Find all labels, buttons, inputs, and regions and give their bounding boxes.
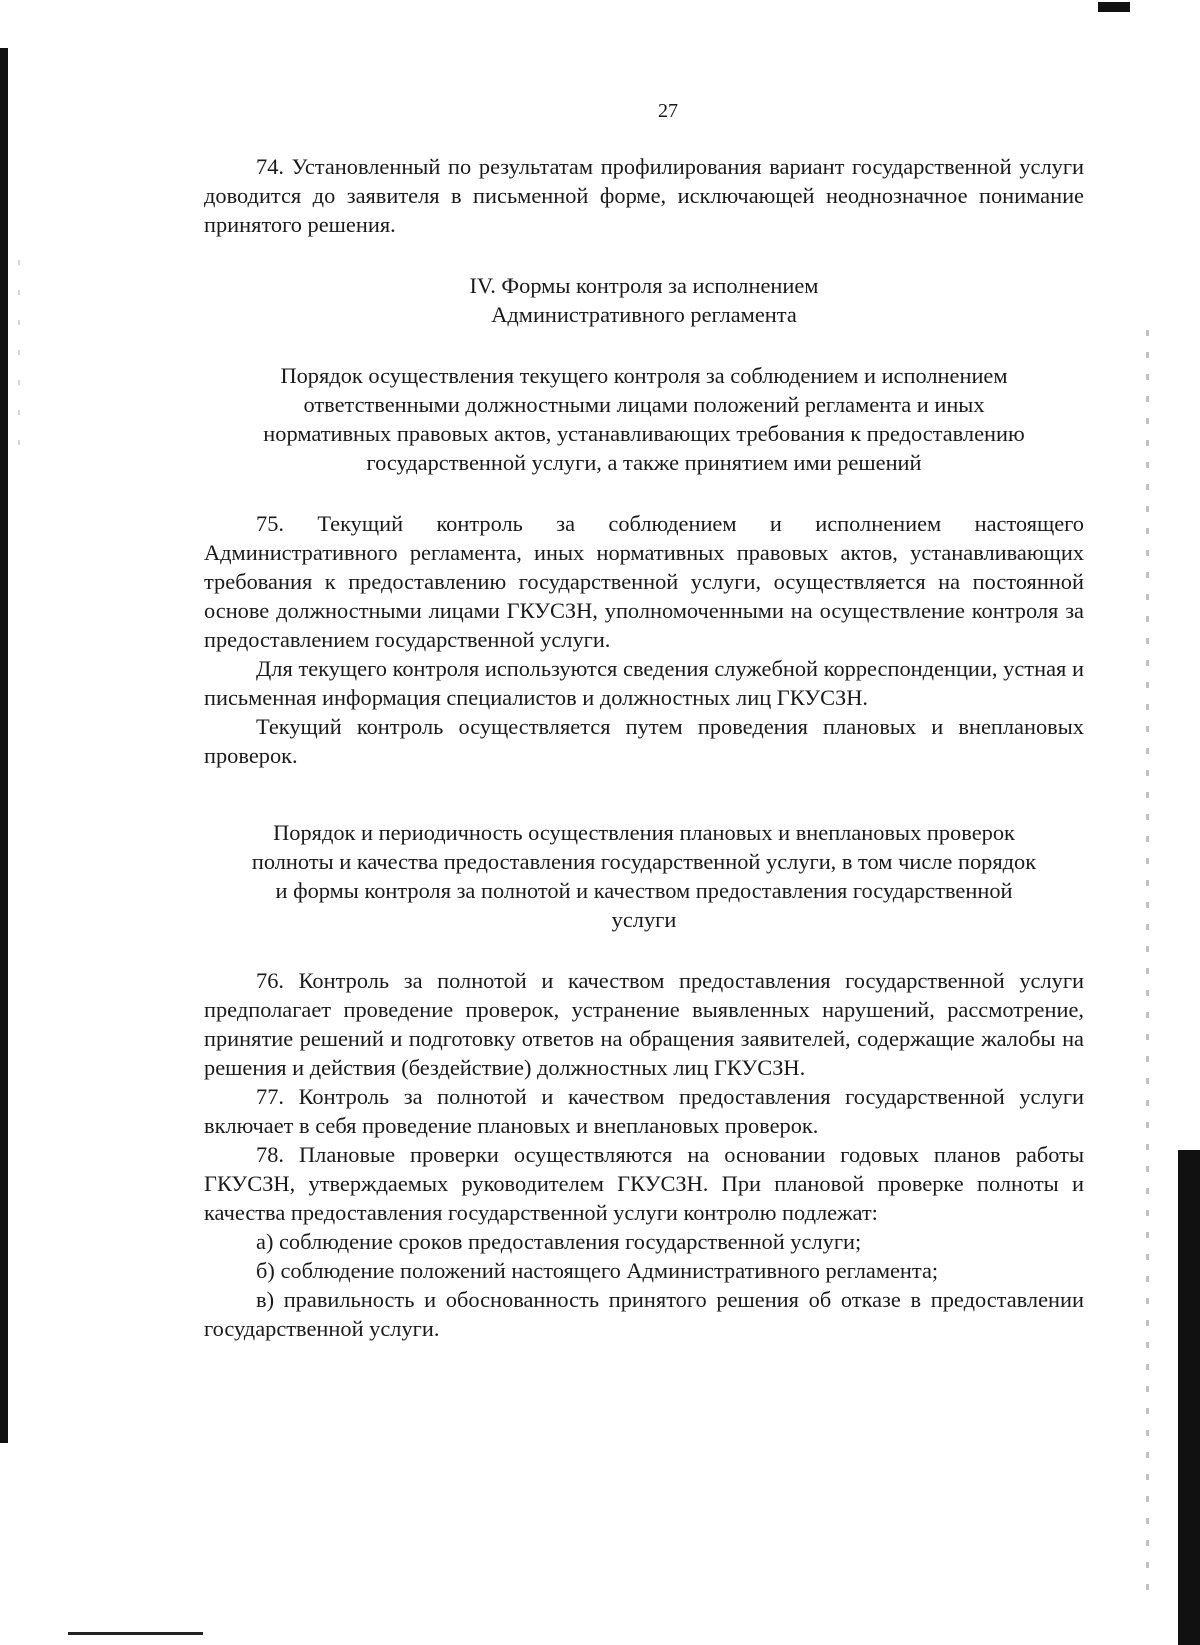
scan-artifact-left-dots	[18, 260, 20, 460]
document-body	[204, 152, 1084, 1343]
scan-artifact-right-bar	[1178, 1150, 1200, 1645]
paragraph-78: 78. Плановые проверки осуществляются на основании годовых планов работы ГКУСЗН, утверждаемых руководителем ГКУСЗН. При плановой проверке полноты и качества предоставления государственной услуги контролю подлежат:	[204, 1142, 1084, 1225]
paragraph-77: 77. Контроль за полнотой и качеством предоставления государственной услуги включает в себя проведение плановых и внеплановых проверок.	[204, 1084, 1084, 1138]
paragraph-75-checks: Текущий контроль осуществляется путем проведения плановых и внеплановых проверок.	[204, 714, 1084, 768]
list-item-b: б) соблюдение положений настоящего Административного регламента;	[256, 1258, 939, 1283]
paragraph-74: 74. Установленный по результатам профилирования вариант государственной услуги доводится до заявителя в письменной форме, исключающей неоднозначное понимание принятого решения.	[204, 154, 1084, 237]
section-title-line-2: Административного регламента	[491, 302, 797, 327]
page-number: 27	[658, 100, 678, 122]
section-title-line-1: IV. Формы контроля за исполнением	[469, 273, 819, 298]
inspections-block	[204, 966, 1084, 1343]
paragraph-75-sources: Для текущего контроля используются сведения служебной корреспонденции, устная и письменная информация специалистов и должностных лиц ГКУСЗН.	[204, 656, 1084, 710]
section-title	[204, 271, 1084, 329]
list-item-c: в) правильность и обоснованность принятого решения об отказе в предоставлении государственной услуги.	[204, 1287, 1084, 1341]
subheading-current-control: Порядок осуществления текущего контроля за соблюдением и исполнением ответственными должностными лицами положений регламента и иных нормативных правовых актов, устанавливающих требования к предоставлению государственной услуги, а также принятием ими решений	[263, 363, 1025, 475]
scan-artifact-top-mark	[1098, 2, 1130, 12]
paragraph-75: 75. Текущий контроль за соблюдением и исполнением настоящего Административного регламента, иных нормативных правовых актов, устанавливающих требования к предоставлению государственной услуги, осуществляется на постоянной основе должностными лицами ГКУСЗН, уполномоченными на осуществление контроля за предоставлением государственной услуги.	[204, 511, 1084, 652]
scan-artifact-right-dots	[1146, 330, 1149, 1590]
scan-artifact-bottom-line	[68, 1632, 203, 1635]
subheading-inspections: Порядок и периодичность осуществления плановых и внеплановых проверок полноты и качества предоставления государственной услуги, в том числе порядок и формы контроля за полнотой и качеством предоставления государственной услуги	[251, 820, 1037, 932]
paragraph-76: 76. Контроль за полнотой и качеством предоставления государственной услуги предполагает проведение проверок, устранение выявленных нарушений, рассмотрение, принятие решений и подготовку ответов на обращения заявителей, содержащие жалобы на решения и действия (бездействие) должностных лиц ГКУСЗН.	[204, 968, 1084, 1080]
current-control-block	[204, 509, 1084, 770]
scan-artifact-left-bar	[0, 48, 8, 1443]
list-item-a: а) соблюдение сроков предоставления государственной услуги;	[256, 1229, 862, 1254]
